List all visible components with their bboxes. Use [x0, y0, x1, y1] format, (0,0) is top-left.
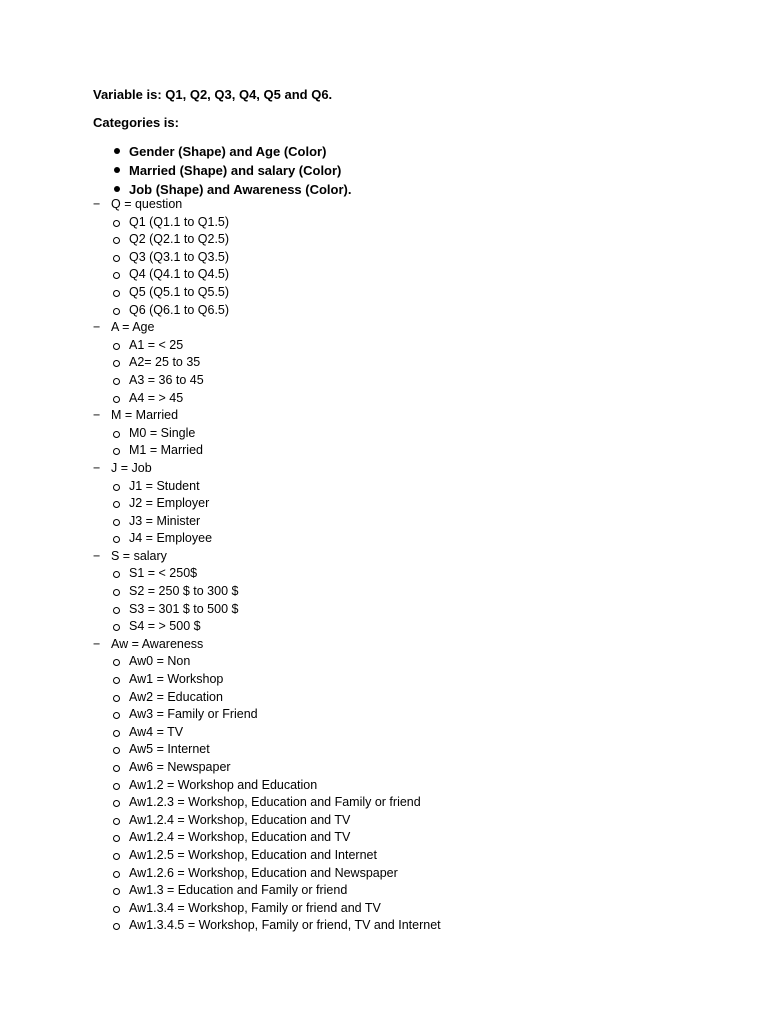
circle-bullet-icon: [113, 906, 120, 913]
definitions-list: [93, 196, 441, 935]
circle-bullet-icon: [113, 659, 120, 666]
group-item: [93, 249, 441, 267]
group-item-text: Aw1.2 = Workshop and Education: [129, 777, 318, 792]
group-heading: [93, 319, 441, 337]
group-item: [93, 829, 441, 847]
group-item-text: Q6 (Q6.1 to Q6.5): [129, 302, 230, 317]
group-item: [93, 337, 441, 355]
group-item-text: M1 = Married: [129, 443, 203, 458]
group-item: [93, 706, 441, 724]
group-item: [93, 671, 441, 689]
group-item-text: Aw1 = Workshop: [129, 672, 224, 687]
bullet-dot-icon: [114, 148, 120, 154]
circle-bullet-icon: [113, 519, 120, 526]
circle-bullet-icon: [113, 624, 120, 631]
variables-line: Variable is: Q1, Q2, Q3, Q4, Q5 and Q6.: [93, 87, 333, 102]
group-item-text: A4 = > 45: [129, 390, 184, 405]
group-item: [93, 266, 441, 284]
group-item: [93, 618, 441, 636]
group-item-text: A2= 25 to 35: [129, 355, 201, 370]
circle-bullet-icon: [113, 853, 120, 860]
circle-bullet-icon: [113, 695, 120, 702]
group-item: [93, 900, 441, 918]
circle-bullet-icon: [113, 536, 120, 543]
bullet-text: Married (Shape) and salary (Color): [129, 163, 342, 178]
group-item: [93, 812, 441, 830]
bullet-item: [93, 161, 352, 180]
group-item-text: Q3 (Q3.1 to Q3.5): [129, 249, 230, 264]
group-item-text: Aw1.2.5 = Workshop, Education and Internet: [129, 847, 377, 862]
group-item-text: M0 = Single: [129, 425, 196, 440]
circle-bullet-icon: [113, 290, 120, 297]
circle-bullet-icon: [113, 272, 120, 279]
circle-bullet-icon: [113, 501, 120, 508]
group-heading-text: A = Age: [111, 320, 155, 335]
circle-bullet-icon: [113, 712, 120, 719]
group-item-text: J4 = Employee: [129, 531, 213, 546]
group-item-text: Aw1.2.4 = Workshop, Education and TV: [129, 830, 351, 845]
group-item-text: Aw5 = Internet: [129, 742, 210, 757]
group-item: [93, 847, 441, 865]
group-item: [93, 214, 441, 232]
group-item: [93, 390, 441, 408]
bullet-dot-icon: [114, 186, 120, 192]
dash-bullet-icon: −: [93, 320, 101, 335]
group-item-text: Q4 (Q4.1 to Q4.5): [129, 267, 230, 282]
group-item-text: J3 = Minister: [129, 513, 201, 528]
dash-bullet-icon: −: [93, 548, 101, 563]
circle-bullet-icon: [113, 360, 120, 367]
group-item-text: A3 = 36 to 45: [129, 372, 204, 387]
circle-bullet-icon: [113, 589, 120, 596]
circle-bullet-icon: [113, 783, 120, 790]
group-item-text: Q2 (Q2.1 to Q2.5): [129, 232, 230, 247]
dash-bullet-icon: −: [93, 636, 101, 651]
group-heading: [93, 548, 441, 566]
group-item: [93, 917, 441, 935]
circle-bullet-icon: [113, 800, 120, 807]
group-item: [93, 478, 441, 496]
circle-bullet-icon: [113, 607, 120, 614]
group-heading-text: S = salary: [111, 548, 167, 563]
group-heading: [93, 407, 441, 425]
group-heading-text: J = Job: [111, 460, 152, 475]
group-heading: [93, 460, 441, 478]
bullet-text: Gender (Shape) and Age (Color): [129, 144, 327, 159]
group-item-text: Aw1.3.4 = Workshop, Family or friend and TV: [129, 900, 381, 915]
group-item: [93, 601, 441, 619]
dash-bullet-icon: −: [93, 197, 101, 211]
group-heading: [93, 196, 441, 214]
circle-bullet-icon: [113, 871, 120, 878]
group-item-text: Aw3 = Family or Friend: [129, 707, 258, 722]
group-item: [93, 724, 441, 742]
circle-bullet-icon: [113, 343, 120, 350]
circle-bullet-icon: [113, 835, 120, 842]
group-item: [93, 759, 441, 777]
circle-bullet-icon: [113, 571, 120, 578]
circle-bullet-icon: [113, 255, 120, 262]
circle-bullet-icon: [113, 431, 120, 438]
group-item-text: A1 = < 25: [129, 337, 184, 352]
group-item: [93, 372, 441, 390]
group-item: [93, 425, 441, 443]
group-item: [93, 794, 441, 812]
group-item-text: S3 = 301 $ to 500 $: [129, 601, 239, 616]
group-item-text: S4 = > 500 $: [129, 619, 201, 634]
group-item-text: Aw1.2.6 = Workshop, Education and Newspaper: [129, 865, 398, 880]
group-item-text: S1 = < 250$: [129, 566, 198, 581]
group-item: [93, 882, 441, 900]
circle-bullet-icon: [113, 237, 120, 244]
group-item: [93, 284, 441, 302]
bullet-text: Job (Shape) and Awareness (Color).: [129, 182, 352, 197]
group-item: [93, 530, 441, 548]
group-item-text: Aw1.2.4 = Workshop, Education and TV: [129, 812, 351, 827]
group-item: [93, 653, 441, 671]
circle-bullet-icon: [113, 765, 120, 772]
group-item: [93, 302, 441, 320]
group-item-text: Q1 (Q1.1 to Q1.5): [129, 214, 230, 229]
bullet-item: [93, 142, 352, 161]
circle-bullet-icon: [113, 396, 120, 403]
circle-bullet-icon: [113, 730, 120, 737]
group-item: [93, 865, 441, 883]
categories-line: Categories is:: [93, 115, 179, 130]
group-item: [93, 495, 441, 513]
group-item-text: Aw1.2.3 = Workshop, Education and Family or friend: [129, 795, 421, 810]
group-item: [93, 354, 441, 372]
group-item: [93, 689, 441, 707]
circle-bullet-icon: [113, 677, 120, 684]
group-item-text: J1 = Student: [129, 478, 200, 493]
group-item: [93, 741, 441, 759]
circle-bullet-icon: [113, 888, 120, 895]
dash-bullet-icon: −: [93, 460, 101, 475]
group-item: [93, 442, 441, 460]
group-item: [93, 513, 441, 531]
circle-bullet-icon: [113, 220, 120, 227]
group-item-text: Aw0 = Non: [129, 654, 191, 669]
group-item: [93, 565, 441, 583]
group-heading: [93, 636, 441, 654]
group-item-text: Q5 (Q5.1 to Q5.5): [129, 284, 230, 299]
categories-bullet-list: [93, 142, 352, 199]
circle-bullet-icon: [113, 448, 120, 455]
group-item-text: J2 = Employer: [129, 496, 210, 511]
group-item-text: Aw2 = Education: [129, 689, 223, 704]
group-heading-text: Aw = Awareness: [111, 636, 204, 651]
group-heading-text: Q = question: [111, 197, 183, 211]
bullet-dot-icon: [114, 167, 120, 173]
group-item-text: Aw1.3.4.5 = Workshop, Family or friend, TV and Internet: [129, 918, 441, 933]
circle-bullet-icon: [113, 484, 120, 491]
circle-bullet-icon: [113, 747, 120, 754]
circle-bullet-icon: [113, 923, 120, 930]
group-item-text: Aw1.3 = Education and Family or friend: [129, 883, 348, 898]
group-item: [93, 231, 441, 249]
group-item-text: Aw6 = Newspaper: [129, 760, 231, 774]
circle-bullet-icon: [113, 818, 120, 825]
group-item-text: S2 = 250 $ to 300 $: [129, 584, 239, 599]
circle-bullet-icon: [113, 308, 120, 315]
group-item: [93, 583, 441, 601]
dash-bullet-icon: −: [93, 408, 101, 423]
group-item: [93, 777, 441, 795]
group-heading-text: M = Married: [111, 408, 179, 423]
group-item-text: Aw4 = TV: [129, 724, 184, 739]
circle-bullet-icon: [113, 378, 120, 385]
